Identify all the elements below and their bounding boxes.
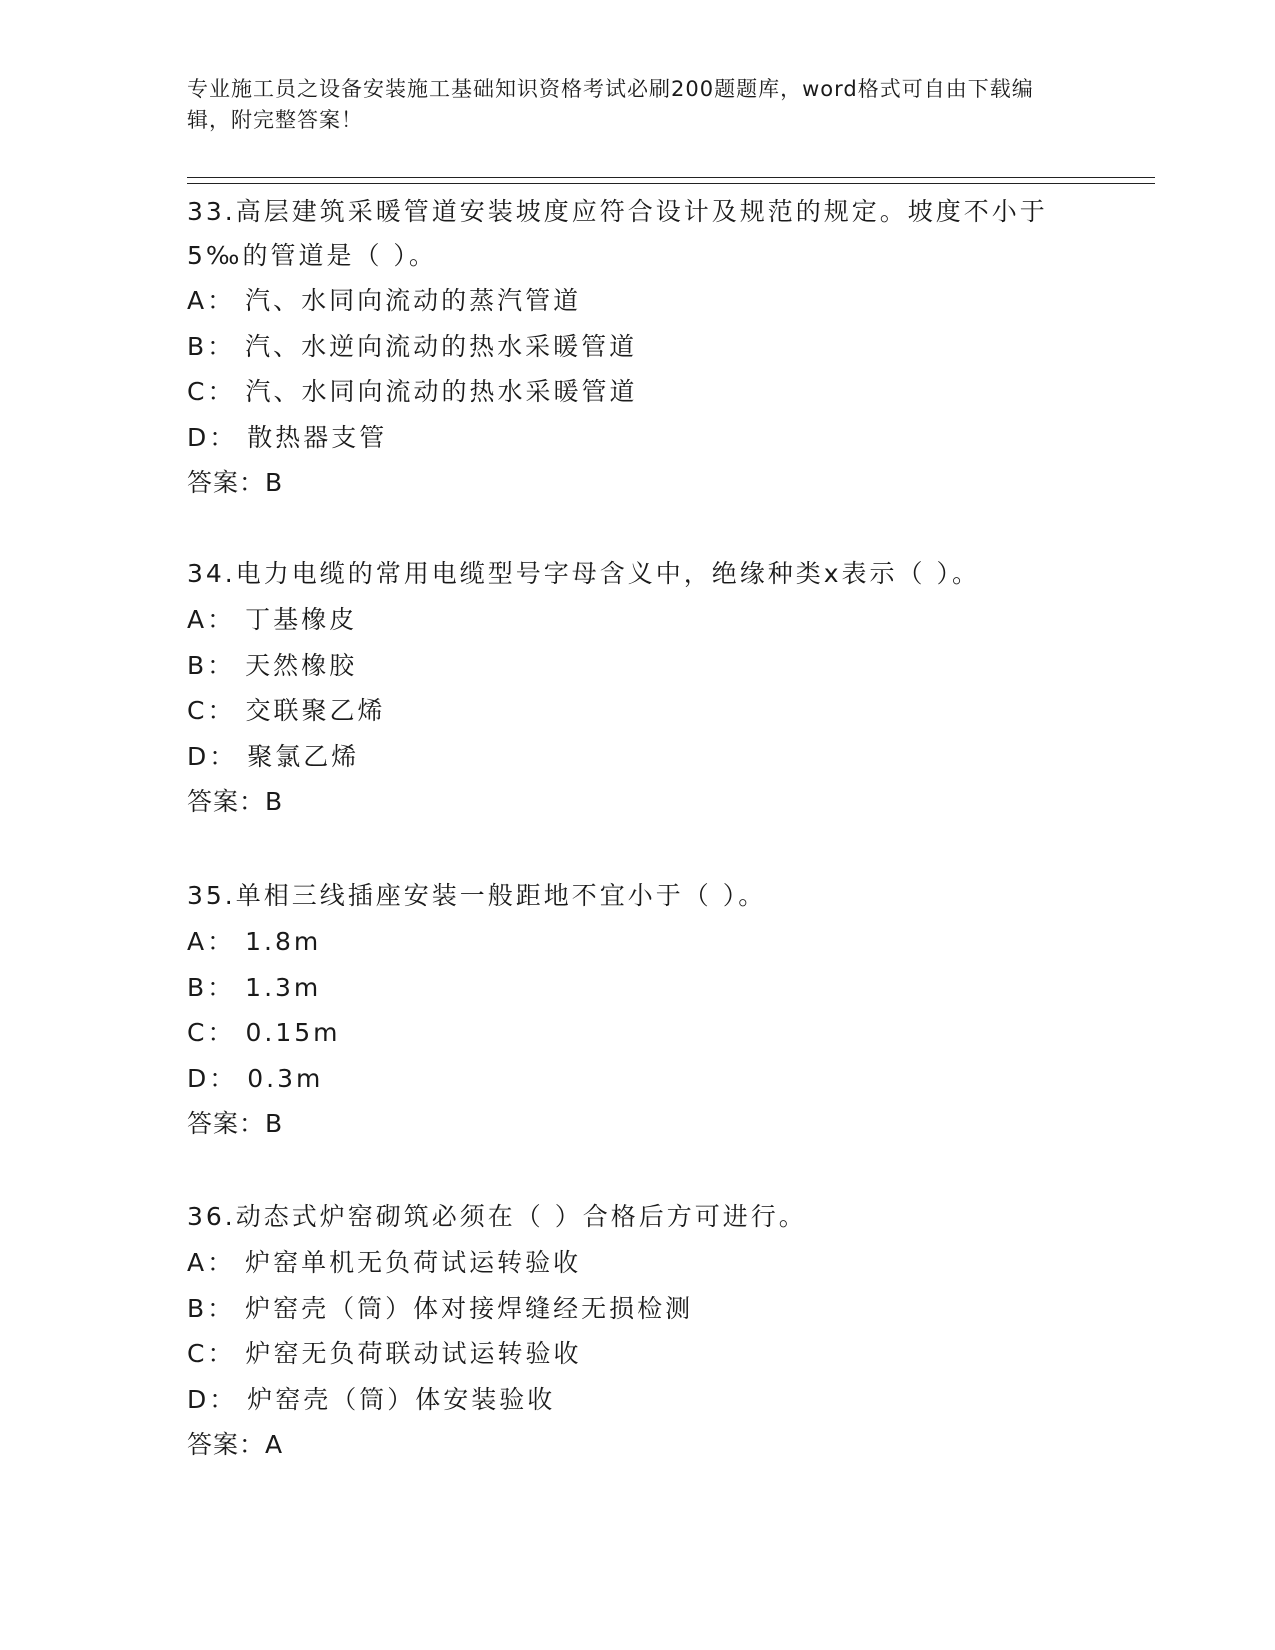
option-letter: D — [187, 741, 210, 771]
option-text: 炉窑壳（筒）体对接焊缝经无损检测 — [245, 1293, 694, 1323]
option-letter: A — [187, 1248, 208, 1277]
option-text: 炉窑单机无负荷试运转验收 — [245, 1248, 582, 1277]
option-separator: ： — [209, 1384, 238, 1414]
document-header: 专业施工员之设备安装施工基础知识资格考试必刷200题题库，word格式可自由下载编辑，附完整答案！ — [187, 77, 1034, 132]
option-letter: A — [187, 927, 208, 956]
question-stem: 33.高层建筑采暖管道安装坡度应符合设计及规范的规定。坡度不小于5‰的管道是（ ）。 — [187, 197, 1048, 270]
option-text: 散热器支管 — [247, 422, 388, 452]
option-separator: ： — [207, 605, 236, 634]
option-b — [187, 1286, 1087, 1332]
question-stem: 36.动态式炉窑砌筑必须在（ ）合格后方可进行。 — [187, 1202, 807, 1231]
option-separator: ： — [207, 696, 236, 725]
question-35 — [187, 874, 1087, 1146]
option-separator: ： — [209, 741, 238, 771]
answer-line: 答案：B — [187, 1109, 284, 1138]
option-separator: ： — [207, 377, 236, 406]
option-c — [187, 1010, 1087, 1056]
option-separator: ： — [207, 1339, 236, 1368]
option-a — [187, 919, 1087, 965]
option-c — [187, 369, 1087, 415]
question-stem: 35.单相三线插座安装一般距地不宜小于（ ）。 — [187, 881, 767, 910]
option-letter: D — [187, 422, 210, 452]
option-letter: C — [187, 696, 208, 725]
option-letter: B — [187, 650, 208, 680]
option-d — [187, 1377, 1087, 1423]
option-text: 汽、水同向流动的蒸汽管道 — [245, 286, 582, 315]
question-33 — [187, 190, 1087, 505]
option-separator: ： — [209, 422, 238, 452]
option-b — [187, 643, 1087, 689]
option-separator: ： — [207, 1018, 236, 1047]
option-separator: ： — [207, 331, 236, 361]
option-d — [187, 1056, 1087, 1102]
option-text: 天然橡胶 — [245, 650, 358, 680]
header-divider-top — [187, 177, 1155, 178]
option-d — [187, 415, 1087, 461]
option-text: 聚氯乙烯 — [247, 741, 360, 771]
option-b — [187, 965, 1087, 1011]
question-stem: 34.电力电缆的常用电缆型号字母含义中，绝缘种类x表示（ ）。 — [187, 559, 981, 588]
option-separator: ： — [207, 650, 236, 680]
option-letter: C — [187, 1339, 208, 1368]
option-letter: B — [187, 1293, 208, 1323]
option-text: 汽、水逆向流动的热水采暖管道 — [245, 331, 638, 361]
answer-line: 答案：A — [187, 1430, 284, 1459]
option-text: 0.15m — [245, 1018, 341, 1047]
option-separator: ： — [207, 1293, 236, 1323]
option-letter: A — [187, 286, 208, 315]
option-letter: D — [187, 1384, 210, 1414]
option-separator: ： — [209, 1063, 238, 1093]
option-a — [187, 278, 1087, 324]
option-separator: ： — [207, 286, 236, 315]
option-letter: B — [187, 972, 208, 1002]
option-text: 炉窑壳（筒）体安装验收 — [247, 1384, 556, 1414]
option-d — [187, 734, 1087, 780]
option-a — [187, 1240, 1087, 1286]
option-text: 汽、水同向流动的热水采暖管道 — [245, 377, 638, 406]
option-text: 炉窑无负荷联动试运转验收 — [245, 1339, 582, 1368]
option-a — [187, 597, 1087, 643]
question-34 — [187, 552, 1087, 824]
option-text: 丁基橡皮 — [245, 605, 358, 634]
option-letter: D — [187, 1063, 210, 1093]
option-separator: ： — [207, 927, 236, 956]
option-text: 1.3m — [245, 972, 322, 1002]
option-b — [187, 324, 1087, 370]
answer-line: 答案：B — [187, 787, 284, 816]
question-36 — [187, 1195, 1087, 1467]
option-letter: B — [187, 331, 208, 361]
option-text: 0.3m — [247, 1063, 324, 1093]
option-letter: C — [187, 377, 208, 406]
option-letter: C — [187, 1018, 208, 1047]
option-letter: A — [187, 605, 208, 634]
option-separator: ： — [207, 1248, 236, 1277]
option-separator: ： — [207, 972, 236, 1002]
option-text: 1.8m — [245, 927, 322, 956]
answer-line: 答案：B — [187, 468, 284, 497]
header-divider-bottom — [187, 183, 1155, 184]
option-c — [187, 688, 1087, 734]
option-text: 交联聚乙烯 — [245, 696, 386, 725]
option-c — [187, 1331, 1087, 1377]
